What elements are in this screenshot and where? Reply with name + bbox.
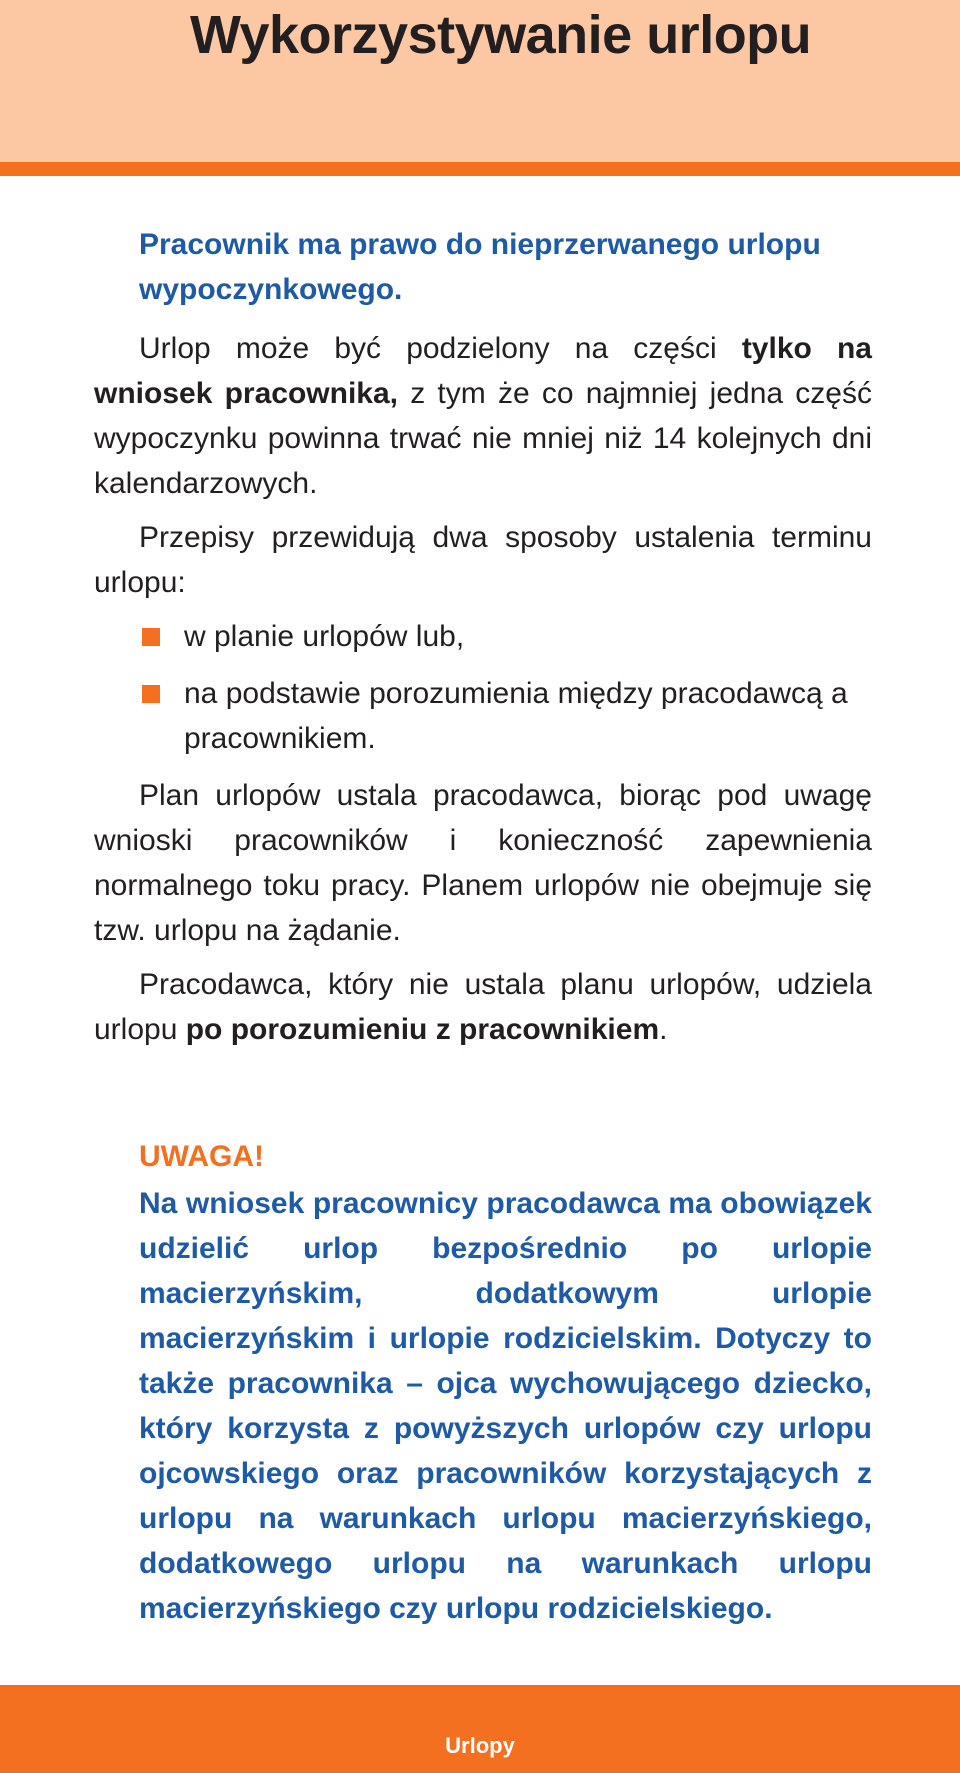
footer-band xyxy=(0,1685,960,1773)
paragraph-text: Urlop może być podzielony na części xyxy=(139,332,742,365)
bullet-square-icon xyxy=(142,685,160,703)
bullet-square-icon xyxy=(142,628,160,646)
main-content xyxy=(94,222,872,1631)
list-item-text: w planie urlopów lub, xyxy=(184,620,465,653)
warning-label: UWAGA! xyxy=(139,1140,264,1173)
list-item xyxy=(94,614,872,659)
paragraph-scheduling-methods: Przepisy przewidują dwa sposoby ustalenia terminu urlopu: xyxy=(94,521,872,599)
paragraph-text: . xyxy=(659,1013,668,1046)
page-title: Wykorzystywanie urlopu xyxy=(190,5,812,65)
paragraph-leave-plan: Plan urlopów ustala pracodawca, biorąc pod uwagę wnioski pracowników i konieczność zapewnienia normalnego toku pracy. Planem urlopów nie obejmuje się tzw. urlopu na żądanie. xyxy=(94,779,872,947)
methods-list xyxy=(94,614,872,761)
paragraph-split-leave xyxy=(94,326,872,506)
list-item xyxy=(94,671,872,761)
header-divider xyxy=(0,162,960,176)
list-item-text: na podstawie porozumienia między pracodawcą a pracownikiem. xyxy=(184,677,848,755)
paragraph-text: z tym że co najmniej jedna część wypoczynku powinna trwać nie mniej niż 14 kolejnych dni kalendarzowych. xyxy=(94,377,872,500)
paragraph-text: Pracodawca, który nie ustala planu urlopów, udziela urlopu xyxy=(94,968,872,1046)
emphasis-text: po porozumieniu z pracownikiem xyxy=(185,1013,660,1046)
paragraph-no-plan xyxy=(94,962,872,1052)
lead-statement: Pracownik ma prawo do nieprzerwanego urlopu wypoczynkowego. xyxy=(139,228,821,306)
emphasis-text: tylko na wniosek pracownika, xyxy=(94,332,872,410)
warning-text: Na wniosek pracownicy pracodawca ma obowiązek udzielić urlop bezpośrednio po urlopie macierzyńskim, dodatkowym urlopie macierzyńskim i urlopie rodzicielskim. Dotyczy to także pracownika – ojca wychowującego dziecko, który korzysta z powyższych urlopów czy urlopu ojcowskiego oraz pracowników korzystających z urlopu na warunkach urlopu macierzyńskiego, dodatkowego urlopu na warunkach urlopu macierzyńskiego czy urlopu rodzicielskiego. xyxy=(139,1187,872,1625)
header-band xyxy=(0,0,960,162)
footer-section-label: Urlopy xyxy=(445,1733,515,1758)
